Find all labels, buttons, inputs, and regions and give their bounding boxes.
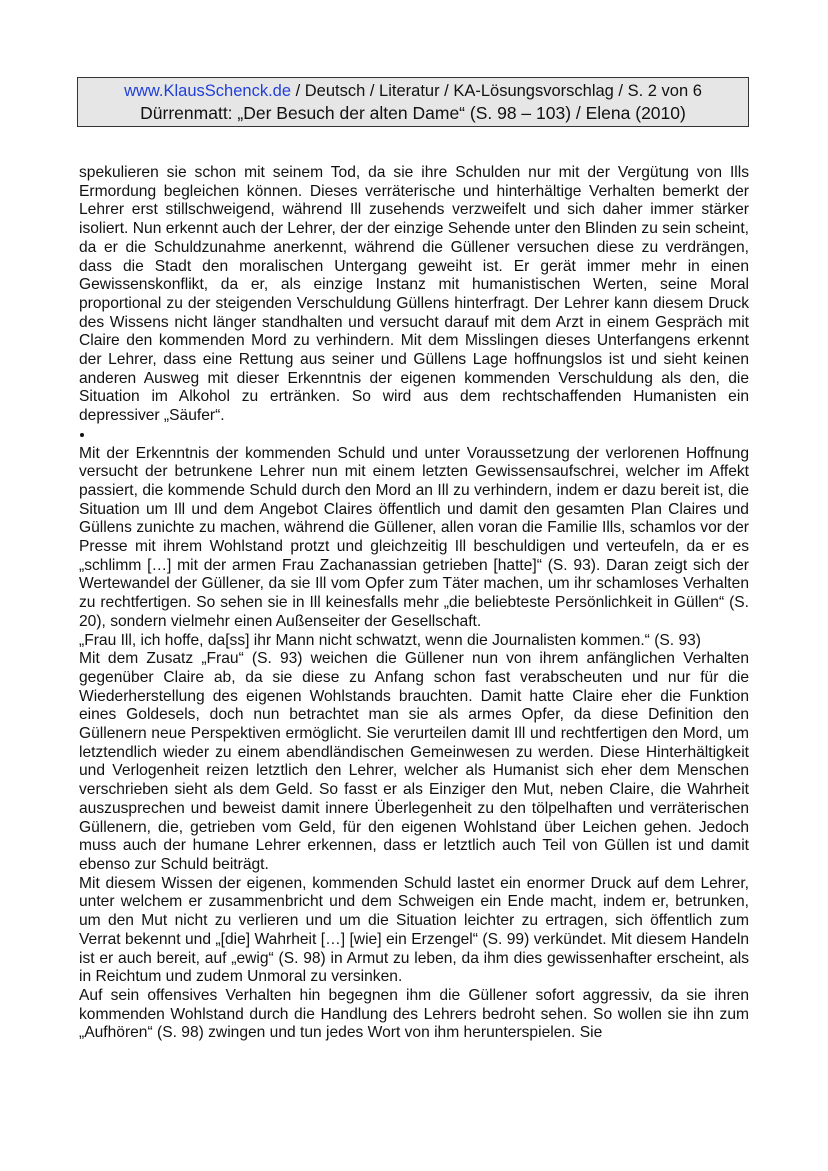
paragraph-4: Mit diesem Wissen der eigenen, kommenden Schuld lastet ein enormer Druck auf dem Lehrer, unter welchem er zusammenbricht und dem Schweigen ein Ende macht, indem er, betrunken, um den Mut nicht zu verlieren und um die Situation leichter zu ertragen, sich öffentlich zum Verrat bekennt und „[die] Wahrheit […] [wie] ein Erzengel“ (S. 99) verkündet. Mit diesem Handeln ist er auch bereit, auf „ewig“ (S. 98) in Armut zu leben, da ihm dies gewissenhafter erscheint, als in Reichtum und zudem Unmoral zu versinken. [79, 874, 749, 986]
document-body [79, 164, 749, 1043]
site-link[interactable]: www.KlausSchenck.de [124, 82, 292, 100]
page-header [77, 77, 749, 127]
breadcrumb: / Deutsch / Literatur / KA-Lösungsvorschlag / S. 2 von 6 [291, 82, 702, 100]
separator-bullet [79, 426, 749, 445]
paragraph-3: Mit dem Zusatz „Frau“ (S. 93) weichen die Güllener nun von ihrem anfänglichen Verhalten gegenüber Claire ab, da sie diese zu Anfang schon fast verabscheuten und nur für die Wiederherstellung des eigenen Wohlstands brauchten. Damit hatte Claire eher die Funktion eines Goldesels, doch nun betrachtet man sie als armes Opfer, da diese Definition den Güllenern neue Perspektiven ermöglicht. Sie verurteilen damit Ill und rechtfertigen den Mord, um letztendlich wieder zu einem abendländischen Gemeinwesen zu werden. Diese Hinterhältigkeit und Verlogenheit reizen letztlich den Lehrer, welcher als Humanist sich eher dem Menschen verschrieben sieht als dem Geld. So fasst er als Einziger den Mut, neben Claire, die Wahrheit auszusprechen und beweist damit innere Überlegenheit zu den tölpelhaften und verräterischen Güllenern, die, getrieben vom Geld, für den eigenen Wohlstand über Leichen gehen. Jedoch muss auch der humane Lehrer erkennen, dass er letztlich auch Teil von Güllen ist und damit ebenso zur Schuld beiträgt. [79, 650, 749, 873]
document-title: Dürrenmatt: „Der Besuch der alten Dame“ (S. 98 – 103) / Elena (2010) [140, 103, 686, 123]
paragraph-2: Mit der Erkenntnis der kommenden Schuld und unter Voraussetzung der verlorenen Hoffnung versucht der betrunkene Lehrer nun mit einem letzten Gewissensaufschrei, welcher im Affekt passiert, die kommende Schuld durch den Mord an Ill zu verhindern, indem er dazu bereit ist, die Situation um Ill und dem Angebot Claires öffentlich und damit den gesamten Plan Claires und Güllens zunichte zu machen, während die Güllener, allen voran die Familie Ills, schamlos vor der Presse mit ihrem Wohlstand protzt und gleichzeitig Ill beschuldigen und verteufeln, da er es „schlimm […] mit der armen Frau Zachanassian getrieben [hatte]“ (S. 93). Daran zeigt sich der Wertewandel der Güllener, da sie Ill vom Opfer zum Täter machen, um ihr schamloses Verhalten zu rechtfertigen. So sehen sie in Ill keinesfalls mehr „die beliebteste Persönlichkeit in Güllen“ (S. 20), sondern vielmehr einen Außenseiter der Gesellschaft. [79, 444, 749, 630]
paragraph-5: Auf sein offensives Verhalten hin begegnen ihm die Güllener sofort aggressiv, da sie ihren kommenden Wohlstand durch die Handlung des Lehrers bedroht sehen. So wollen sie ihn zum „Aufhören“ (S. 98) zwingen und tun jedes Wort von ihm herunterspielen. Sie [79, 986, 749, 1042]
quote-line: „Frau Ill, ich hoffe, da[ss] ihr Mann nicht schwatzt, wenn die Journalisten kommen.“ (S. 93) [79, 631, 701, 649]
header-path-line [78, 81, 748, 102]
bullet-dot-icon [80, 433, 84, 437]
paragraph-1: spekulieren sie schon mit seinem Tod, da sie ihre Schulden nur mit der Vergütung von Ills Ermordung begleichen können. Dieses verräterische und hinterhältige Verhalten bemerkt der Lehrer erst stillschweigend, während Ill zusehends verzweifelt und sich daher immer stärker isoliert. Nun erkennt auch der Lehrer, der der einzige Sehende unter den Blinden zu sein scheint, da er die Schuldzunahme anerkennt, während die Güllener versuchen diese zu verdrängen, dass die Stadt den moralischen Untergang geweiht ist. Er gerät immer mehr in einen Gewissenskonflikt, da er, als einzige Instanz mit humanistischen Werten, seine Moral proportional zu der steigenden Verschuldung Güllens hinterfragt. Der Lehrer kann diesem Druck des Wissens nicht länger standhalten und versucht darauf mit dem Arzt in einem Gespräch mit Claire den kommenden Mord zu verhindern. Mit dem Misslingen dieses Unterfangens erkennt der Lehrer, dass eine Rettung aus seiner und Güllens Lage hoffnungslos ist und sieht keinen anderen Ausweg mit dieser Erkenntnis der eigenen kommenden Verschuldung als den, die Situation im Alkohol zu ertränken. So wird aus dem rechtschaffenden Humanisten ein depressiver „Säufer“. [79, 164, 749, 425]
